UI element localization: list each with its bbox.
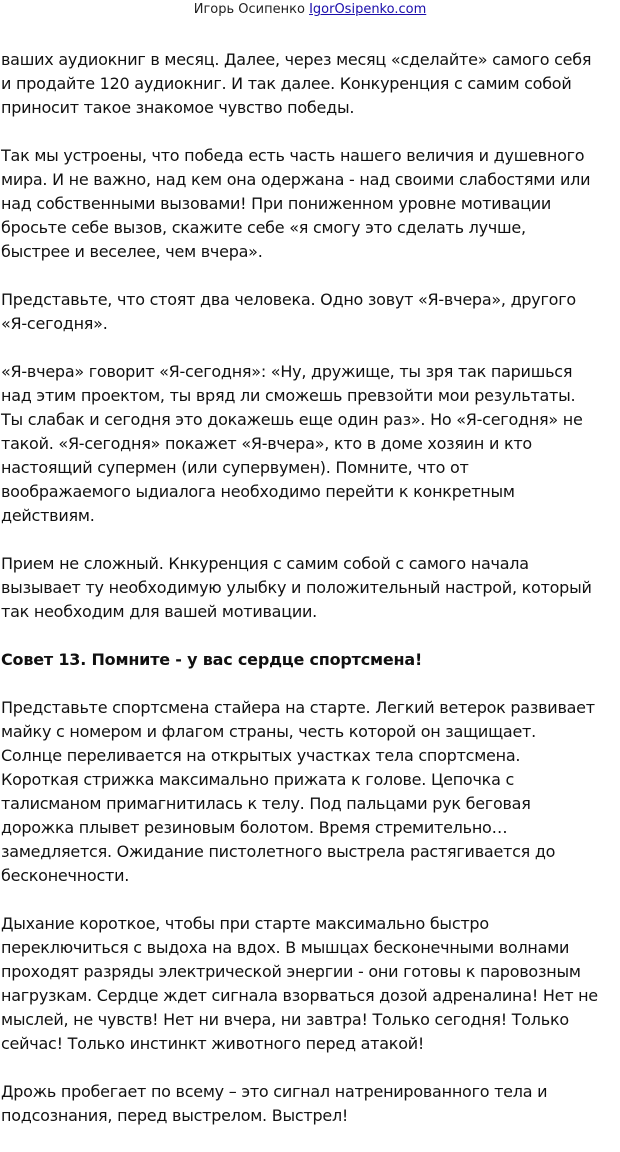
section-heading: Совет 13. Помните - у вас сердце спортсмена! xyxy=(1,650,423,669)
text-line: «Я-сегодня». xyxy=(1,314,108,333)
paragraph xyxy=(1,1080,617,1128)
text-line: дорожка плывет резиновым болотом. Время стремительно… xyxy=(1,818,508,837)
text-line: действиям. xyxy=(1,506,95,525)
text-line: Прием не сложный. Кнкуренция с самим собой с самого начала xyxy=(1,554,529,573)
text-line: замедляется. Ожидание пистолетного выстрела растягивается до xyxy=(1,842,556,861)
text-line: подсознания, перед выстрелом. Выстрел! xyxy=(1,1106,349,1125)
text-line: нагрузкам. Сердце ждет сигнала взорваться дозой адреналина! Нет не xyxy=(1,986,598,1005)
text-line: над этим проектом, ты вряд ли сможешь превзойти мои результаты. xyxy=(1,386,576,405)
text-line: «Я-вчера» говорит «Я-сегодня»: «Ну, дружище, ты зря так паришься xyxy=(1,362,573,381)
paragraph xyxy=(1,696,617,888)
page-header xyxy=(0,2,620,18)
text-line: Короткая стрижка максимально прижата к голове. Цепочка с xyxy=(1,770,515,789)
text-line: талисманом примагнитилась к телу. Под пальцами рук беговая xyxy=(1,794,531,813)
text-line: быстрее и веселее, чем вчера». xyxy=(1,242,263,261)
text-line: майку с номером и флагом страны, честь которой он защищает. xyxy=(1,722,536,741)
paragraph xyxy=(1,144,617,264)
paragraph xyxy=(1,912,617,1056)
text-line: воображаемого ыдиалога необходимо перейти к конкретным xyxy=(1,482,515,501)
text-line: бросьте себе вызов, скажите себе «я смогу это сделать лучше, xyxy=(1,218,526,237)
text-line: мира. И не важно, над кем она одержана - над своими слабостями или xyxy=(1,170,591,189)
text-line: над собственными вызовами! При пониженном уровне мотивации xyxy=(1,194,552,213)
text-line: Дрожь пробегает по всему – это сигнал натренированного тела и xyxy=(1,1082,548,1101)
paragraph xyxy=(1,48,617,120)
text-line: и продайте 120 аудиокниг. И так далее. Конкуренция с самим собой xyxy=(1,74,572,93)
text-line: Дыхание короткое, чтобы при старте максимально быстро xyxy=(1,914,489,933)
text-line: бесконечности. xyxy=(1,866,130,885)
text-line: приносит такое знакомое чувство победы. xyxy=(1,98,355,117)
paragraphs-after-heading xyxy=(1,696,617,1128)
text-line: настоящий супермен (или супервумен). Помните, что от xyxy=(1,458,469,477)
text-line: Так мы устроены, что победа есть часть нашего величия и душевного xyxy=(1,146,585,165)
paragraphs-before-heading xyxy=(1,48,617,624)
text-line: сейчас! Только инстинкт животного перед атакой! xyxy=(1,1034,425,1053)
text-line: Представьте, что стоят два человека. Одно зовут «Я-вчера», другого xyxy=(1,290,576,309)
text-line: Солнце переливается на открытых участках тела спортсмена. xyxy=(1,746,521,765)
text-line: переключиться с выдоха на вдох. В мышцах бесконечными волнами xyxy=(1,938,570,957)
paragraph xyxy=(1,360,617,528)
text-line: так необходим для вашей мотивации. xyxy=(1,602,317,621)
header-site-link[interactable]: IgorOsipenko.com xyxy=(309,2,427,17)
text-line: такой. «Я-сегодня» покажет «Я-вчера», кто в доме хозяин и кто xyxy=(1,434,532,453)
text-line: проходят разряды электрической энергии - они готовы к паровозным xyxy=(1,962,581,981)
text-line: мыслей, не чувств! Нет ни вчера, ни завтра! Только сегодня! Только xyxy=(1,1010,569,1029)
header-author: Игорь Осипенко xyxy=(193,2,305,17)
paragraph xyxy=(1,552,617,624)
text-line: Представьте спортсмена стайера на старте. Легкий ветерок развивает xyxy=(1,698,595,717)
text-line: ваших аудиокниг в месяц. Далее, через месяц «сделайте» самого себя xyxy=(1,50,592,69)
document-body xyxy=(1,48,617,1152)
paragraph xyxy=(1,288,617,336)
text-line: Ты слабак и сегодня это докажешь еще один раз». Но «Я-сегодня» не xyxy=(1,410,583,429)
text-line: вызывает ту необходимую улыбку и положительный настрой, который xyxy=(1,578,592,597)
